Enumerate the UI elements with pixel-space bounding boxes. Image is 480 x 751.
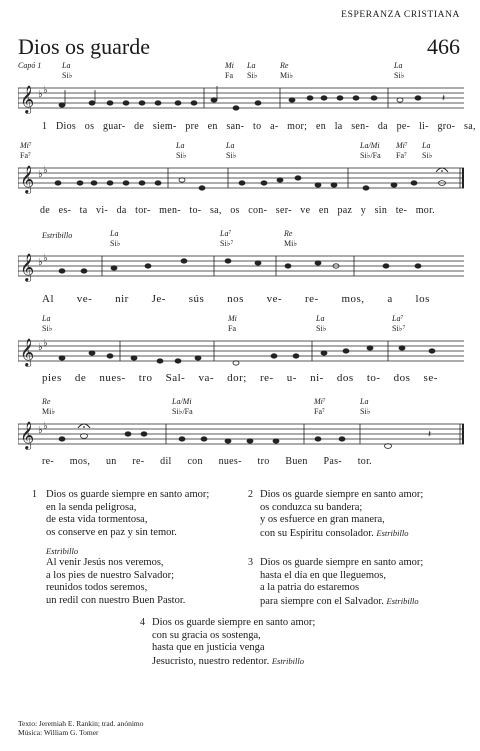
chord-top: Mi⁷	[20, 141, 32, 150]
syllable: mor.	[415, 205, 435, 216]
syllable: sa,	[464, 121, 476, 132]
chord-bottom: Si♭	[62, 71, 73, 80]
syllable: en	[318, 205, 329, 216]
syllable: re-	[259, 372, 274, 384]
chord-top: La/Mi	[360, 141, 380, 150]
syllable: ve	[300, 205, 311, 216]
verse-line	[152, 655, 315, 669]
syllable: re-	[304, 293, 319, 305]
syllable: te-	[395, 205, 408, 216]
svg-text:♭: ♭	[38, 89, 43, 100]
syllable: san-	[226, 121, 245, 132]
chord-top: La	[316, 314, 325, 323]
hymn-number: 466	[427, 34, 460, 59]
verse-line: Dios os guarde siempre en santo amor;	[152, 617, 316, 628]
verse-number: 2	[248, 489, 253, 500]
syllable: u-	[286, 372, 297, 384]
verse-line: Al venir Jesús nos veremos,	[46, 557, 164, 568]
svg-text:𝄽: 𝄽	[428, 429, 432, 440]
lyric-line	[40, 205, 435, 216]
syllable: va-	[198, 372, 215, 384]
syllable: sen-	[351, 121, 370, 132]
verse-number: 1	[32, 489, 37, 500]
chord-top: La	[176, 141, 185, 150]
syllable: en	[315, 121, 326, 132]
chord-bottom: Si♭	[394, 71, 405, 80]
estribillo-label: Estribillo	[46, 546, 79, 556]
syllable: la	[334, 121, 343, 132]
chord-bottom: Si♭⁷	[392, 324, 406, 333]
syllable: nues-	[218, 456, 242, 467]
svg-text:𝄞: 𝄞	[20, 85, 35, 113]
syllable: to-	[366, 372, 381, 384]
lyric-line	[42, 456, 372, 467]
verse-line: Dios os guarde siempre en santo amor;	[46, 489, 210, 500]
chord-bottom: Si♭	[176, 151, 187, 160]
syllable: pre	[185, 121, 199, 132]
chord-top: La/Mi	[172, 397, 192, 406]
chord-top: Re	[280, 61, 289, 70]
syllable: dos	[336, 372, 354, 384]
syllable: se-	[423, 372, 438, 384]
syllable: nues-	[99, 372, 126, 384]
syllable: ta	[79, 205, 88, 216]
chord-bottom: Mi♭	[42, 407, 56, 416]
chord-bottom: Si♭	[422, 151, 433, 160]
verse-line: reunidos todos seremos,	[46, 582, 148, 593]
music-staff	[18, 82, 464, 116]
svg-text:♭: ♭	[38, 425, 43, 436]
syllable: Pas-	[323, 456, 342, 467]
verse-2	[260, 489, 423, 540]
syllable: paz	[337, 205, 353, 216]
syllable: tro	[138, 372, 153, 384]
chord-top: Re	[42, 397, 51, 406]
chord-top: Mi	[225, 61, 234, 70]
hymn-title: Dios os guarde	[18, 34, 150, 59]
syllable: es-	[58, 205, 72, 216]
syllable: de	[74, 372, 87, 384]
syllable: to-	[189, 205, 202, 216]
estribillo-label: Estribillo	[42, 231, 73, 240]
chord-top: La⁷	[220, 229, 232, 238]
syllable: Dios	[56, 121, 77, 132]
syllable: tor.	[357, 456, 372, 467]
verse-line: a los pies de nuestro Salvador;	[46, 569, 175, 581]
syllable: pies	[42, 372, 62, 384]
syllable: os	[230, 205, 240, 216]
chord-top: La	[110, 229, 119, 238]
syllable: Al	[42, 293, 54, 305]
syllable: tro	[257, 456, 270, 467]
syllable: guar-	[103, 121, 126, 132]
svg-text:♭: ♭	[43, 421, 48, 432]
syllable: tor-	[135, 205, 151, 216]
syllable: Buen	[285, 456, 308, 467]
chord-bottom: Si♭	[360, 407, 371, 416]
verse-line: en la senda peligrosa,	[46, 501, 137, 513]
chord-bottom: Si♭	[42, 324, 53, 333]
chord-top: Mi⁷	[314, 397, 326, 406]
syllable: pe-	[396, 121, 411, 132]
chord-bottom: Si♭/Fa	[360, 151, 381, 160]
svg-text:♭: ♭	[38, 257, 43, 268]
syllable: sús	[188, 293, 205, 305]
svg-text:♭: ♭	[43, 253, 48, 264]
chord-top: La	[62, 61, 71, 70]
syllable: Sal-	[165, 372, 186, 384]
chord-bottom: Mi♭	[280, 71, 294, 80]
lyric-line	[42, 372, 438, 384]
verse-line: y os esfuerce en gran manera,	[260, 514, 385, 525]
chord-bottom: Si♭/Fa	[172, 407, 193, 416]
chord-bottom: Si♭⁷	[220, 239, 234, 248]
chord-bottom: Fa⁷	[314, 407, 325, 416]
syllable: y	[360, 205, 367, 216]
verse-line: os conduzca su bandera;	[260, 501, 363, 513]
chord-bottom: Mi♭	[284, 239, 298, 248]
syllable: un	[105, 456, 117, 467]
syllable: to	[252, 121, 262, 132]
verse-line	[260, 595, 423, 609]
verse-line-text: con su Espíritu consolador.	[260, 527, 374, 539]
chord-bottom: Si♭	[110, 239, 121, 248]
syllable: siem-	[152, 121, 177, 132]
chord-top: La	[360, 397, 369, 406]
syllable: los	[415, 293, 430, 305]
syllable: men-	[159, 205, 181, 216]
chord-bottom: Si♭	[247, 71, 258, 80]
verse-line-text: para siempre con el Salvador.	[260, 595, 384, 607]
verse-line: os conserve en paz y sin temor.	[46, 526, 177, 538]
verse-line: hasta que en justicia venga	[152, 642, 265, 653]
chord-bottom: Fa	[228, 324, 236, 333]
verse-line: de esta vida tormentosa,	[46, 514, 148, 525]
estribillo-ref: Estribillo	[386, 595, 419, 606]
chord-top: Mi⁷	[396, 141, 408, 150]
hymnal-header: ESPERANZA CRISTIANA	[341, 10, 460, 20]
verse-1	[46, 489, 209, 539]
music-staff	[18, 162, 464, 196]
chord-top: La⁷	[392, 314, 404, 323]
credits	[18, 719, 144, 737]
svg-text:♭: ♭	[43, 338, 48, 349]
music-credit: Música: William G. Tomer	[18, 728, 99, 737]
syllable: ve-	[266, 293, 283, 305]
chord-top: Mi	[228, 314, 237, 323]
music-staff	[18, 250, 464, 284]
syllable: da	[116, 205, 127, 216]
syllable: Je-	[151, 293, 166, 305]
syllable: ve-	[76, 293, 93, 305]
syllable: dos	[393, 372, 411, 384]
syllable: li-	[418, 121, 429, 132]
syllable: re-	[42, 456, 54, 467]
chord-bottom: Si♭	[316, 324, 327, 333]
syllable: sa,	[209, 205, 222, 216]
svg-text:𝄽: 𝄽	[442, 93, 446, 104]
syllable: nir	[115, 293, 129, 305]
syllable: nos	[227, 293, 244, 305]
text-credit: Texto: Jeremiah E. Rankin; trad. anónimo	[18, 719, 144, 728]
svg-text:𝄞: 𝄞	[20, 165, 35, 193]
verse-line: con su gracia os sostenga,	[152, 629, 261, 641]
music-staff	[18, 418, 464, 452]
estribillo-ref: Estribillo	[271, 655, 304, 666]
syllable: os	[84, 121, 95, 132]
syllable: a	[387, 293, 393, 305]
chord-top: La	[394, 61, 403, 70]
chord-bottom: Fa	[225, 71, 233, 80]
lyric-line	[56, 121, 476, 132]
svg-text:𝄞: 𝄞	[20, 338, 35, 366]
verse-line: a la patria do estaremos	[260, 582, 360, 593]
chord-top: La	[422, 141, 431, 150]
syllable: de	[134, 121, 145, 132]
syllable: mos,	[69, 456, 91, 467]
syllable: ni-	[310, 372, 324, 384]
chord-bottom: Fa⁷	[20, 151, 31, 160]
refrain	[46, 557, 185, 607]
chord-bottom: Fa⁷	[396, 151, 407, 160]
verse-number: 4	[140, 617, 145, 628]
lyric-line	[42, 293, 430, 305]
chord-bottom: Si♭	[226, 151, 237, 160]
svg-text:𝄞: 𝄞	[20, 253, 35, 281]
syllable: re-	[132, 456, 145, 467]
syllable: mos,	[341, 293, 365, 305]
syllable: ser-	[275, 205, 292, 216]
svg-text:♭: ♭	[43, 85, 48, 96]
syllable: con	[187, 456, 203, 467]
verse-line-text: Jesucristo, nuestro redentor.	[152, 655, 270, 667]
verse-line: un redil con nuestro Buen Pastor.	[46, 594, 186, 606]
syllable: sin	[374, 205, 388, 216]
verse-number: 1	[42, 121, 47, 132]
verse-3	[260, 557, 423, 608]
syllable: a-	[270, 121, 279, 132]
chord-top: Re	[284, 229, 293, 238]
syllable: da	[377, 121, 388, 132]
music-staff	[18, 335, 464, 369]
chord-top: La	[42, 314, 51, 323]
syllable: de	[40, 205, 51, 216]
svg-text:♭: ♭	[38, 342, 43, 353]
syllable: en	[207, 121, 218, 132]
svg-text:♭: ♭	[38, 169, 43, 180]
syllable: mor;	[287, 121, 308, 132]
syllable: vi-	[96, 205, 109, 216]
svg-text:♭: ♭	[43, 165, 48, 176]
verse-line: hasta el día en que lleguemos,	[260, 569, 386, 581]
verse-number: 3	[248, 557, 253, 568]
capo-note: Capó 1	[18, 61, 42, 70]
chord-top: La	[226, 141, 235, 150]
verse-line: Dios os guarde siempre en santo amor;	[260, 489, 424, 500]
syllable: dor;	[227, 372, 247, 384]
verse-4	[152, 617, 315, 668]
svg-text:𝄞: 𝄞	[20, 421, 35, 449]
syllable: con-	[248, 205, 268, 216]
verse-line	[260, 527, 423, 541]
estribillo-ref: Estribillo	[376, 527, 409, 538]
verse-line: Dios os guarde siempre en santo amor;	[260, 557, 424, 568]
syllable: gro-	[437, 121, 456, 132]
syllable: dil	[160, 456, 172, 467]
chord-top: La	[247, 61, 256, 70]
